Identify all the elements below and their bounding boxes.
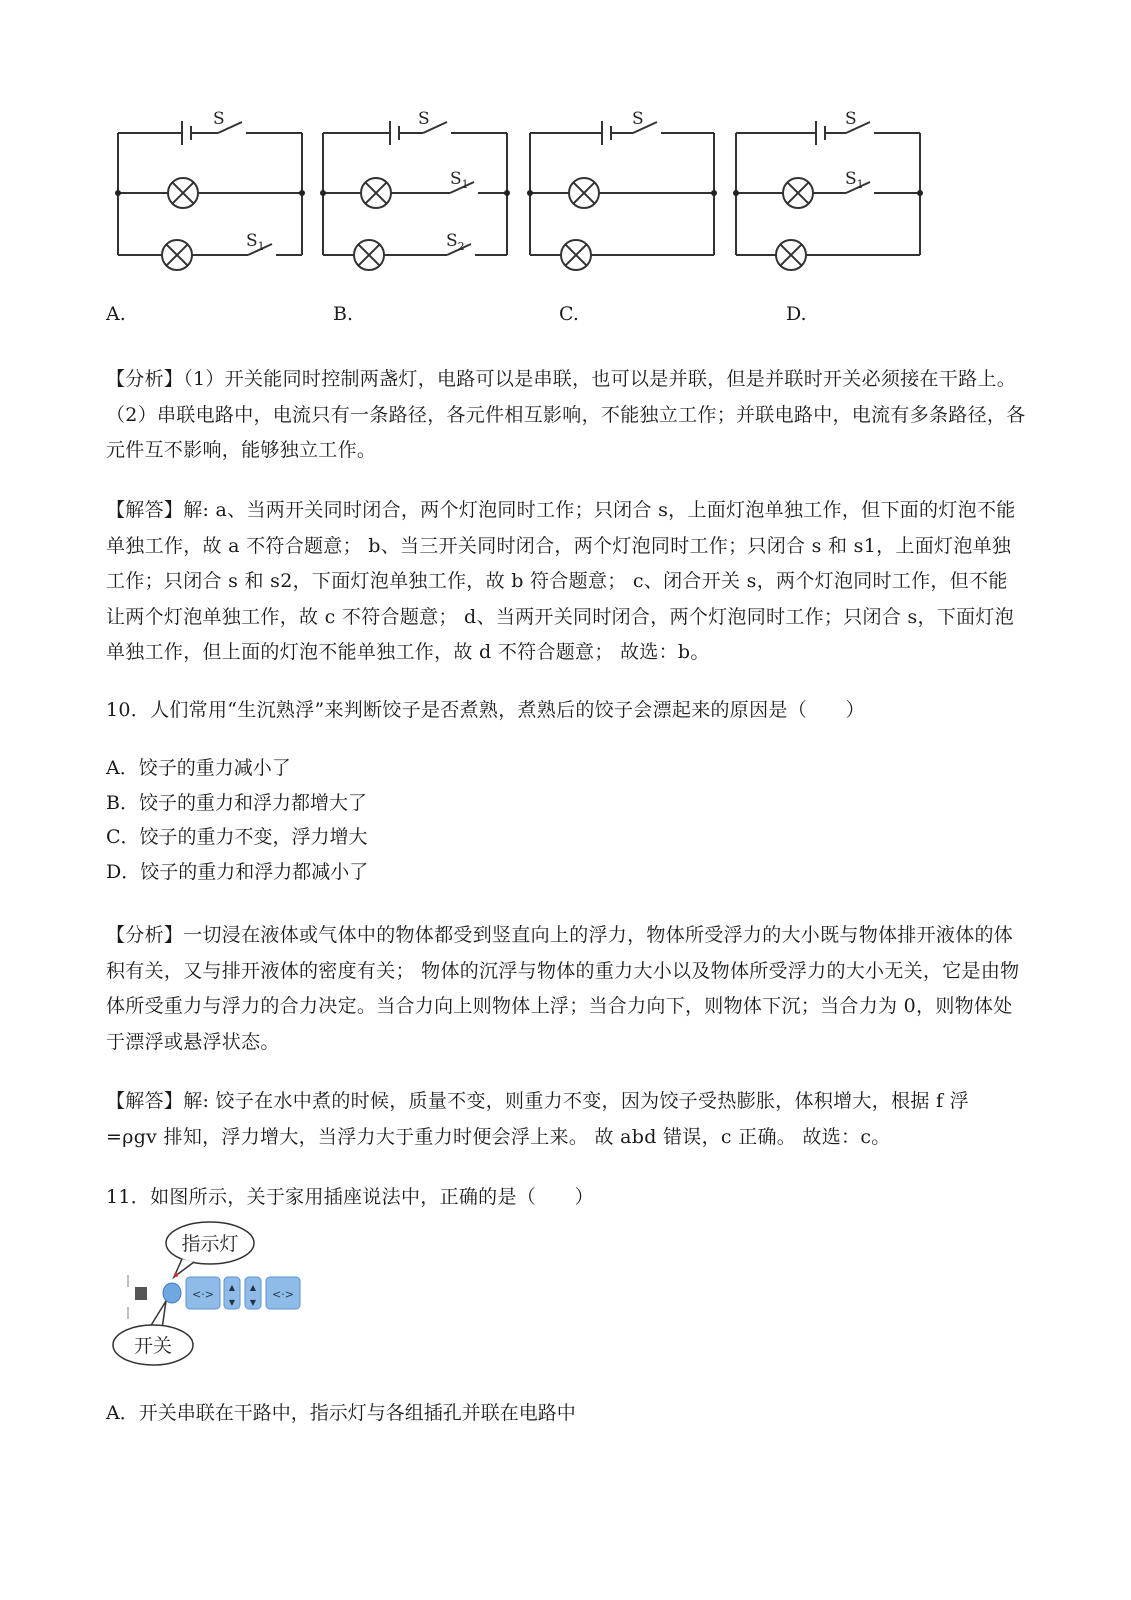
lamp-icon [776, 240, 806, 270]
indicator-light-icon [174, 1273, 178, 1277]
svg-text:<·>: <·> [192, 1288, 214, 1301]
power-strip-figure [100, 1215, 320, 1375]
socket-groups [186, 1277, 300, 1309]
switch-s1-label: $S_1$ [845, 169, 864, 191]
circuit-c [530, 121, 714, 255]
circuit-label-d: D. [786, 303, 807, 325]
svg-text:▲: ▲ [249, 1283, 257, 1292]
lamp-icon [569, 178, 599, 208]
circuit-diagrams [0, 90, 1131, 290]
q10-analysis: 【分析】一切浸在液体或气体中的物体都受到竖直向上的浮力，物体所受浮力的大小既与物体排开液体的体积有关，又与排开液体的密度有关； 物体的沉浮与物体的重力大小以及物体所受浮力的大小无关，它是由物体所受重力与浮力的合力决定。当合力向上则物体上浮；当合力向下，则物体下沉；当合力为 0，则物体处于漂浮或悬浮状态。 [106, 924, 1020, 1053]
bubble-indicator-label: 指示灯 [181, 1233, 239, 1255]
switch-s-label: S [632, 109, 644, 129]
q10-option-c: C．饺子的重力不变，浮力增大 [106, 826, 368, 848]
q10-option-b: B．饺子的重力和浮力都增大了 [106, 792, 367, 814]
switch-s1-label: $S_1$ [246, 231, 265, 253]
lamp-icon [162, 240, 192, 270]
q11-question: 11．如图所示，关于家用插座说法中，正确的是（ ） [106, 1186, 594, 1208]
plug-icon [135, 1287, 147, 1300]
q10-question: 10．人们常用“生沉熟浮”来判断饺子是否煮熟，煮熟后的饺子会漂起来的原因是（ ） [106, 699, 865, 721]
switch-s-label: S [845, 109, 857, 129]
lamp-icon [783, 178, 813, 208]
q10-option-a: A．饺子的重力减小了 [106, 757, 291, 779]
circuit-b [323, 121, 507, 255]
q11-option-a: A．开关串联在干路中，指示灯与各组插孔并联在电路中 [106, 1402, 576, 1424]
switch-button-icon [163, 1283, 181, 1303]
lamp-icon [168, 178, 198, 208]
switch-s2-label: $S_2$ [446, 231, 465, 253]
switch-s-label: S [213, 109, 225, 129]
q10-option-d: D．饺子的重力和浮力都减小了 [106, 861, 369, 883]
q10-answer: 【解答】解: 饺子在水中煮的时候，质量不变，则重力不变，因为饺子受热膨胀，体积增大，根据 f 浮 =ρgv 排知，浮力增大，当浮力大于重力时便会浮上来。 故 abd 错误，c 正确。 故选：c。 [106, 1090, 969, 1148]
switch-s1-label: $S_1$ [450, 169, 469, 191]
q9-answer: 【解答】解: a、当两开关同时闭合，两个灯泡同时工作；只闭合 s，上面灯泡单独工作，但下面的灯泡不能单独工作，故 a 不符合题意； b、当三开关同时闭合，两个灯泡同时工作；只闭合 s 和 s1，上面灯泡单独工作；只闭合 s 和 s2，下面灯泡单独工作，故 b 符合题意； c、闭合开关 s，两个灯泡同时工作，但不能让两个灯泡单独工作，故 c 不符合题意； d、当两开关同时闭合，两个灯泡同时工作；只闭合 s，下面灯泡单独工作，但上面的灯泡不能单独工作，故 d 不符合题意； 故选：b。 [106, 499, 1016, 663]
circuit-label-a: A. [106, 303, 126, 325]
lamp-icon [354, 240, 384, 270]
circuit-label-b: B. [333, 303, 354, 325]
svg-text:▼: ▼ [249, 1298, 257, 1307]
circuit-d [736, 121, 920, 255]
circuit-a [118, 121, 302, 255]
circuit-label-c: C. [559, 303, 579, 325]
lamp-icon [361, 178, 391, 208]
q9-analysis: 【分析】（1）开关能同时控制两盏灯，电路可以是串联，也可以是并联，但是并联时开关必须接在干路上。 （2）串联电路中，电流只有一条路径，各元件相互影响，不能独立工作；并联电路中，电流有多条路径，各元件互不影响，能够独立工作。 [106, 368, 1026, 461]
lamp-icon [561, 240, 591, 270]
bubble-switch-label: 开关 [133, 1335, 173, 1357]
svg-text:▲: ▲ [228, 1283, 236, 1292]
svg-text:<·>: <·> [272, 1288, 294, 1301]
svg-text:▼: ▼ [228, 1298, 236, 1307]
switch-s-label: S [418, 109, 430, 129]
